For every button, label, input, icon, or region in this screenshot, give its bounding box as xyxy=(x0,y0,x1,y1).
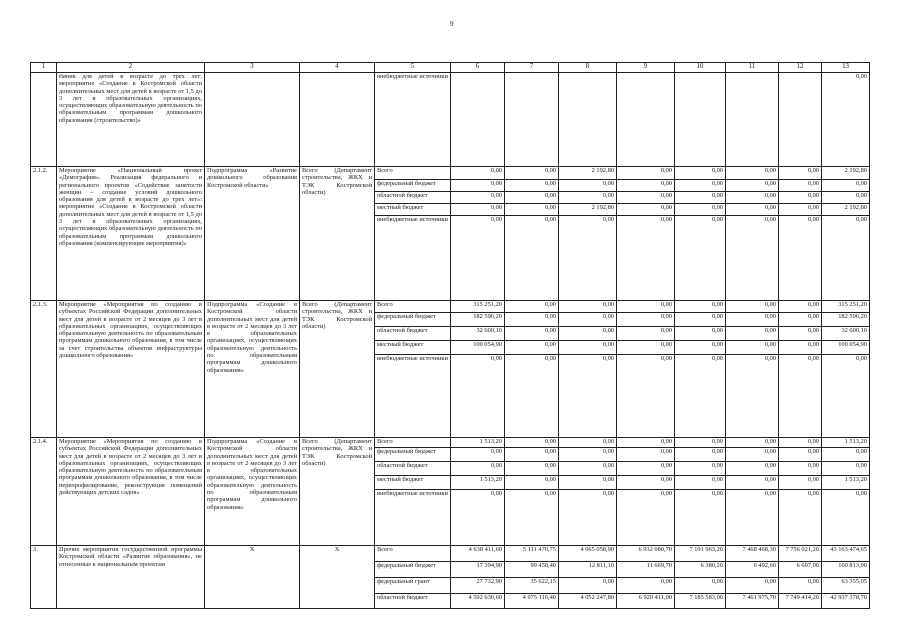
value-cell: 1 513,20 xyxy=(451,476,505,490)
value-cell: 0,00 xyxy=(559,327,617,341)
value-cell: 0,00 xyxy=(505,180,559,192)
value-cell: 0,00 xyxy=(726,490,779,546)
value-cell: 0,00 xyxy=(779,167,822,180)
event-name-cell: Мероприятие «Мероприятия по созданию в субъектах Российской Федерации дополнительных мест для детей в возрасте от 2 месяцев до 3 лет в образовательных организациях, осуществляющих образовательную деятельность по образовательным программам дошкольного образования, в том числе перепрофилирование, реконструкция помещений действующих детских садов» xyxy=(57,438,205,546)
budget-table xyxy=(30,62,870,609)
value-cell: 0,00 xyxy=(451,355,505,438)
value-cell: 1 513,20 xyxy=(451,438,505,448)
subprogram-cell xyxy=(205,73,300,167)
value-cell: 0,00 xyxy=(451,167,505,180)
value-cell: 0,00 xyxy=(559,313,617,327)
value-cell: 0,00 xyxy=(451,216,505,301)
value-cell: 0,00 xyxy=(726,216,779,301)
source-cell: внебюджетные источники xyxy=(375,355,451,438)
value-cell: 0,00 xyxy=(505,167,559,180)
event-name-cell: Мероприятие «Национальный проект «Демография». Реализация федерального и регионального проектов «Содействие занятости женщин – создание условий дошкольного образования для детей в возрасте до трех лет»: мероприятие «Создание в Костромской области дополнительных мест для детей в возрасте от 1,5 до 3 лет в образовательных организациях, осуществляющих образовательную деятельность по образовательным программам дошкольного образования (компенсирующие мероприятия)» xyxy=(57,167,205,301)
value-cell: 0,00 xyxy=(779,462,822,476)
value-cell: 4 052 247,80 xyxy=(559,594,617,609)
event-name-cell: Мероприятие «Мероприятия по созданию в субъектах Российской Федерации дополнительных мест для детей в возрасте от 2 месяцев до 3 лет в образовательных организациях, осуществляющих образовательную деятельность по образовательным программам дошкольного образования, в том числе за счет строительства объектов инфраструктуры дошкольного образования» xyxy=(57,301,205,438)
row-number-cell: 2.1.2. xyxy=(31,167,57,301)
source-cell: областной бюджет xyxy=(375,327,451,341)
value-cell: 2 192,80 xyxy=(559,167,617,180)
value-cell: 0,00 xyxy=(559,448,617,462)
subprogram-cell: Подпрограмма «Развитие дошкольного образования Костромской области» xyxy=(205,167,300,301)
value-cell: 7 749 414,20 xyxy=(779,594,822,609)
executor-cell: Всего (Департамент строительства, ЖКХ и ТЭК Костромской области) xyxy=(300,438,375,546)
value-cell: 0,00 xyxy=(779,301,822,313)
value-cell: 0,00 xyxy=(822,73,870,167)
value-cell: 43 163 474,65 xyxy=(822,546,870,562)
value-cell: 0,00 xyxy=(617,341,675,355)
value-cell: 2 192,80 xyxy=(822,167,870,180)
header-cell: 8 xyxy=(559,63,617,73)
value-cell: 0,00 xyxy=(779,216,822,301)
value-cell: 0,00 xyxy=(617,462,675,476)
header-cell: 6 xyxy=(451,63,505,73)
source-cell: федеральный бюджет xyxy=(375,448,451,462)
value-cell: 0,00 xyxy=(675,462,726,476)
value-cell: 0,00 xyxy=(617,490,675,546)
value-cell: 0,00 xyxy=(675,341,726,355)
row-number-cell: 3. xyxy=(31,546,57,609)
value-cell: 0,00 xyxy=(726,313,779,327)
value-cell: 0,00 xyxy=(779,438,822,448)
source-cell: Всего xyxy=(375,301,451,313)
value-cell: 4 638 411,60 xyxy=(451,546,505,562)
executor-cell xyxy=(300,73,375,167)
value-cell: 0,00 xyxy=(617,216,675,301)
value-cell xyxy=(505,73,559,167)
value-cell: 1 513,20 xyxy=(822,476,870,490)
row-number-cell xyxy=(31,73,57,167)
value-cell: 0,00 xyxy=(779,578,822,594)
value-cell: 100 054,90 xyxy=(451,341,505,355)
value-cell: 0,00 xyxy=(726,204,779,216)
source-cell: федеральный грант xyxy=(375,578,451,594)
value-cell: 0,00 xyxy=(505,341,559,355)
value-cell: 0,00 xyxy=(559,462,617,476)
value-cell: 5 111 470,75 xyxy=(505,546,559,562)
value-cell: 17 394,90 xyxy=(451,562,505,578)
executor-cell: X xyxy=(300,546,375,609)
value-cell: 0,00 xyxy=(822,448,870,462)
value-cell: 6 932 080,70 xyxy=(617,546,675,562)
value-cell: 0,00 xyxy=(617,476,675,490)
value-cell: 0,00 xyxy=(779,490,822,546)
value-cell: 0,00 xyxy=(617,301,675,313)
source-cell: областной бюджет xyxy=(375,462,451,476)
value-cell: 0,00 xyxy=(779,476,822,490)
header-cell: 1 xyxy=(31,63,57,73)
table-body xyxy=(31,63,870,609)
value-cell: 7 468 468,30 xyxy=(726,546,779,562)
value-cell: 6 920 411,00 xyxy=(617,594,675,609)
value-cell: 0,00 xyxy=(505,355,559,438)
value-cell: 27 732,90 xyxy=(451,578,505,594)
value-cell: 0,00 xyxy=(675,448,726,462)
header-row xyxy=(31,63,870,73)
source-cell: федеральный бюджет xyxy=(375,313,451,327)
value-cell xyxy=(779,73,822,167)
row-number-cell: 2.1.4. xyxy=(31,438,57,546)
value-cell: 0,00 xyxy=(675,180,726,192)
value-cell: 0,00 xyxy=(451,204,505,216)
value-cell: 0,00 xyxy=(726,327,779,341)
value-cell xyxy=(617,73,675,167)
value-cell: 99 458,40 xyxy=(505,562,559,578)
subprogram-cell: Подпрограмма «Создание в Костромской области дополнительных мест для детей в возрасте от 2 месяцев до 3 лет в образовательных организациях, осуществляющих образовательную деятельность по образовательным программам дошкольного образования» xyxy=(205,301,300,438)
value-cell: 0,00 xyxy=(559,301,617,313)
source-cell: местный бюджет xyxy=(375,204,451,216)
value-cell: 0,00 xyxy=(559,341,617,355)
value-cell: 0,00 xyxy=(779,355,822,438)
header-cell: 7 xyxy=(505,63,559,73)
value-cell: 0,00 xyxy=(559,180,617,192)
value-cell xyxy=(675,73,726,167)
value-cell: 0,00 xyxy=(675,490,726,546)
source-cell: внебюджетные источники xyxy=(375,216,451,301)
value-cell: 0,00 xyxy=(505,327,559,341)
value-cell: 0,00 xyxy=(726,578,779,594)
value-cell: 63 355,05 xyxy=(822,578,870,594)
source-cell: местный бюджет xyxy=(375,476,451,490)
value-cell: 11 669,70 xyxy=(617,562,675,578)
value-cell: 0,00 xyxy=(822,180,870,192)
value-cell: 0,00 xyxy=(726,462,779,476)
source-cell: Всего xyxy=(375,438,451,448)
value-cell: 4 975 116,40 xyxy=(505,594,559,609)
source-cell: федеральный бюджет xyxy=(375,562,451,578)
table-row xyxy=(31,301,870,313)
value-cell: 0,00 xyxy=(675,355,726,438)
source-cell: внебюджетные источники xyxy=(375,490,451,546)
event-name-cell: Прочие мероприятия государственной программы Костромской области «Развитие образования», не отнесенные к национальным проектам xyxy=(57,546,205,609)
value-cell: 0,00 xyxy=(726,438,779,448)
value-cell: 35 622,15 xyxy=(505,578,559,594)
value-cell: 0,00 xyxy=(451,490,505,546)
value-cell: 0,00 xyxy=(675,313,726,327)
value-cell: 0,00 xyxy=(779,204,822,216)
value-cell: 315 251,20 xyxy=(451,301,505,313)
value-cell: 7 461 975,70 xyxy=(726,594,779,609)
value-cell: 0,00 xyxy=(779,180,822,192)
value-cell: 32 600,10 xyxy=(822,327,870,341)
value-cell: 0,00 xyxy=(451,180,505,192)
value-cell: 6 492,60 xyxy=(726,562,779,578)
value-cell: 0,00 xyxy=(617,355,675,438)
source-cell: местный бюджет xyxy=(375,341,451,355)
value-cell: 0,00 xyxy=(822,192,870,204)
source-cell: Всего xyxy=(375,546,451,562)
header-cell: 13 xyxy=(822,63,870,73)
value-cell: 0,00 xyxy=(675,327,726,341)
value-cell: 0,00 xyxy=(617,438,675,448)
header-cell: 9 xyxy=(617,63,675,73)
value-cell: 0,00 xyxy=(675,476,726,490)
table-row xyxy=(31,438,870,448)
header-cell: 2 xyxy=(57,63,205,73)
value-cell: 0,00 xyxy=(675,438,726,448)
value-cell: 7 185 583,00 xyxy=(675,594,726,609)
value-cell: 0,00 xyxy=(822,216,870,301)
value-cell: 0,00 xyxy=(617,192,675,204)
table-row xyxy=(31,167,870,180)
value-cell xyxy=(451,73,505,167)
value-cell: 0,00 xyxy=(675,192,726,204)
source-cell: областной бюджет xyxy=(375,594,451,609)
value-cell: 0,00 xyxy=(505,476,559,490)
value-cell: 0,00 xyxy=(505,490,559,546)
header-cell: 10 xyxy=(675,63,726,73)
value-cell: 6 380,20 xyxy=(675,562,726,578)
source-cell: областной бюджет xyxy=(375,192,451,204)
value-cell: 0,00 xyxy=(451,192,505,204)
value-cell: 160 813,90 xyxy=(822,562,870,578)
subprogram-cell: Подпрограмма «Создание в Костромской области дополнительных мест для детей в возрасте от 2 месяцев до 3 лет в образовательных организациях, осуществляющих образовательную деятельность по образовательным программам дошкольного образования» xyxy=(205,438,300,546)
value-cell: 0,00 xyxy=(779,341,822,355)
value-cell: 100 054,90 xyxy=(822,341,870,355)
value-cell: 42 937 378,70 xyxy=(822,594,870,609)
header-cell: 4 xyxy=(300,63,375,73)
value-cell: 0,00 xyxy=(675,301,726,313)
value-cell: 0,00 xyxy=(726,476,779,490)
source-cell: Всего xyxy=(375,167,451,180)
value-cell: 0,00 xyxy=(617,327,675,341)
header-cell: 12 xyxy=(779,63,822,73)
value-cell: 0,00 xyxy=(726,192,779,204)
page-number: 9 xyxy=(450,20,454,28)
executor-cell: Всего (Департамент строительства, ЖКХ и ТЭК Костромской области) xyxy=(300,167,375,301)
value-cell: 0,00 xyxy=(451,462,505,476)
value-cell: 0,00 xyxy=(559,490,617,546)
value-cell: 0,00 xyxy=(617,180,675,192)
value-cell: 0,00 xyxy=(617,167,675,180)
value-cell: 0,00 xyxy=(675,167,726,180)
value-cell: 7 756 021,20 xyxy=(779,546,822,562)
value-cell: 0,00 xyxy=(675,204,726,216)
value-cell: 0,00 xyxy=(822,490,870,546)
subprogram-cell: X xyxy=(205,546,300,609)
value-cell: 0,00 xyxy=(779,313,822,327)
value-cell: 0,00 xyxy=(617,448,675,462)
value-cell: 0,00 xyxy=(505,313,559,327)
value-cell: 0,00 xyxy=(559,355,617,438)
value-cell: 32 600,10 xyxy=(451,327,505,341)
source-cell: внебюджетные источники xyxy=(375,73,451,167)
value-cell: 182 596,20 xyxy=(822,313,870,327)
value-cell: 2 192,80 xyxy=(822,204,870,216)
value-cell: 0,00 xyxy=(505,448,559,462)
table-row xyxy=(31,546,870,562)
value-cell: 0,00 xyxy=(451,448,505,462)
value-cell: 4 065 058,90 xyxy=(559,546,617,562)
value-cell: 0,00 xyxy=(822,355,870,438)
value-cell: 0,00 xyxy=(505,192,559,204)
value-cell: 0,00 xyxy=(675,216,726,301)
value-cell: 0,00 xyxy=(505,462,559,476)
value-cell: 0,00 xyxy=(559,578,617,594)
value-cell: 0,00 xyxy=(505,438,559,448)
value-cell: 0,00 xyxy=(822,462,870,476)
executor-cell: Всего (Департамент строительства, ЖКХ и ТЭК Костромской области) xyxy=(300,301,375,438)
continuation-row xyxy=(31,73,870,167)
value-cell: 0,00 xyxy=(559,216,617,301)
value-cell: 2 192,80 xyxy=(559,204,617,216)
value-cell: 0,00 xyxy=(675,578,726,594)
value-cell xyxy=(559,73,617,167)
value-cell: 0,00 xyxy=(617,313,675,327)
header-cell: 3 xyxy=(205,63,300,73)
value-cell: 182 596,20 xyxy=(451,313,505,327)
value-cell: 0,00 xyxy=(617,204,675,216)
value-cell: 0,00 xyxy=(726,341,779,355)
value-cell: 315 251,20 xyxy=(822,301,870,313)
header-cell: 11 xyxy=(726,63,779,73)
value-cell: 0,00 xyxy=(559,476,617,490)
value-cell: 0,00 xyxy=(559,438,617,448)
value-cell: 0,00 xyxy=(559,192,617,204)
value-cell: 0,00 xyxy=(779,192,822,204)
value-cell: 0,00 xyxy=(726,355,779,438)
value-cell: 0,00 xyxy=(505,216,559,301)
value-cell: 0,00 xyxy=(505,204,559,216)
value-cell: 0,00 xyxy=(726,180,779,192)
value-cell: 0,00 xyxy=(726,167,779,180)
value-cell: 0,00 xyxy=(505,301,559,313)
value-cell: 0,00 xyxy=(617,578,675,594)
event-name-cell: ёмник для детей в возрасте до трех лет: мероприятие «Создание в Костромской области дополнительных мест для детей в возрасте от 1,5 до 3 лет в образовательных организациях, осуществляющих образовательную деятельность по образовательным программам дошкольного образования (строительство)» xyxy=(57,73,205,167)
value-cell: 0,00 xyxy=(726,301,779,313)
value-cell: 4 592 630,60 xyxy=(451,594,505,609)
value-cell: 7 191 963,20 xyxy=(675,546,726,562)
header-cell: 5 xyxy=(375,63,451,73)
source-cell: федеральный бюджет xyxy=(375,180,451,192)
value-cell: 12 811,10 xyxy=(559,562,617,578)
value-cell: 0,00 xyxy=(779,327,822,341)
value-cell: 0,00 xyxy=(779,448,822,462)
value-cell xyxy=(726,73,779,167)
row-number-cell: 2.1.3. xyxy=(31,301,57,438)
value-cell: 6 607,00 xyxy=(779,562,822,578)
value-cell: 1 513,20 xyxy=(822,438,870,448)
value-cell: 0,00 xyxy=(726,448,779,462)
